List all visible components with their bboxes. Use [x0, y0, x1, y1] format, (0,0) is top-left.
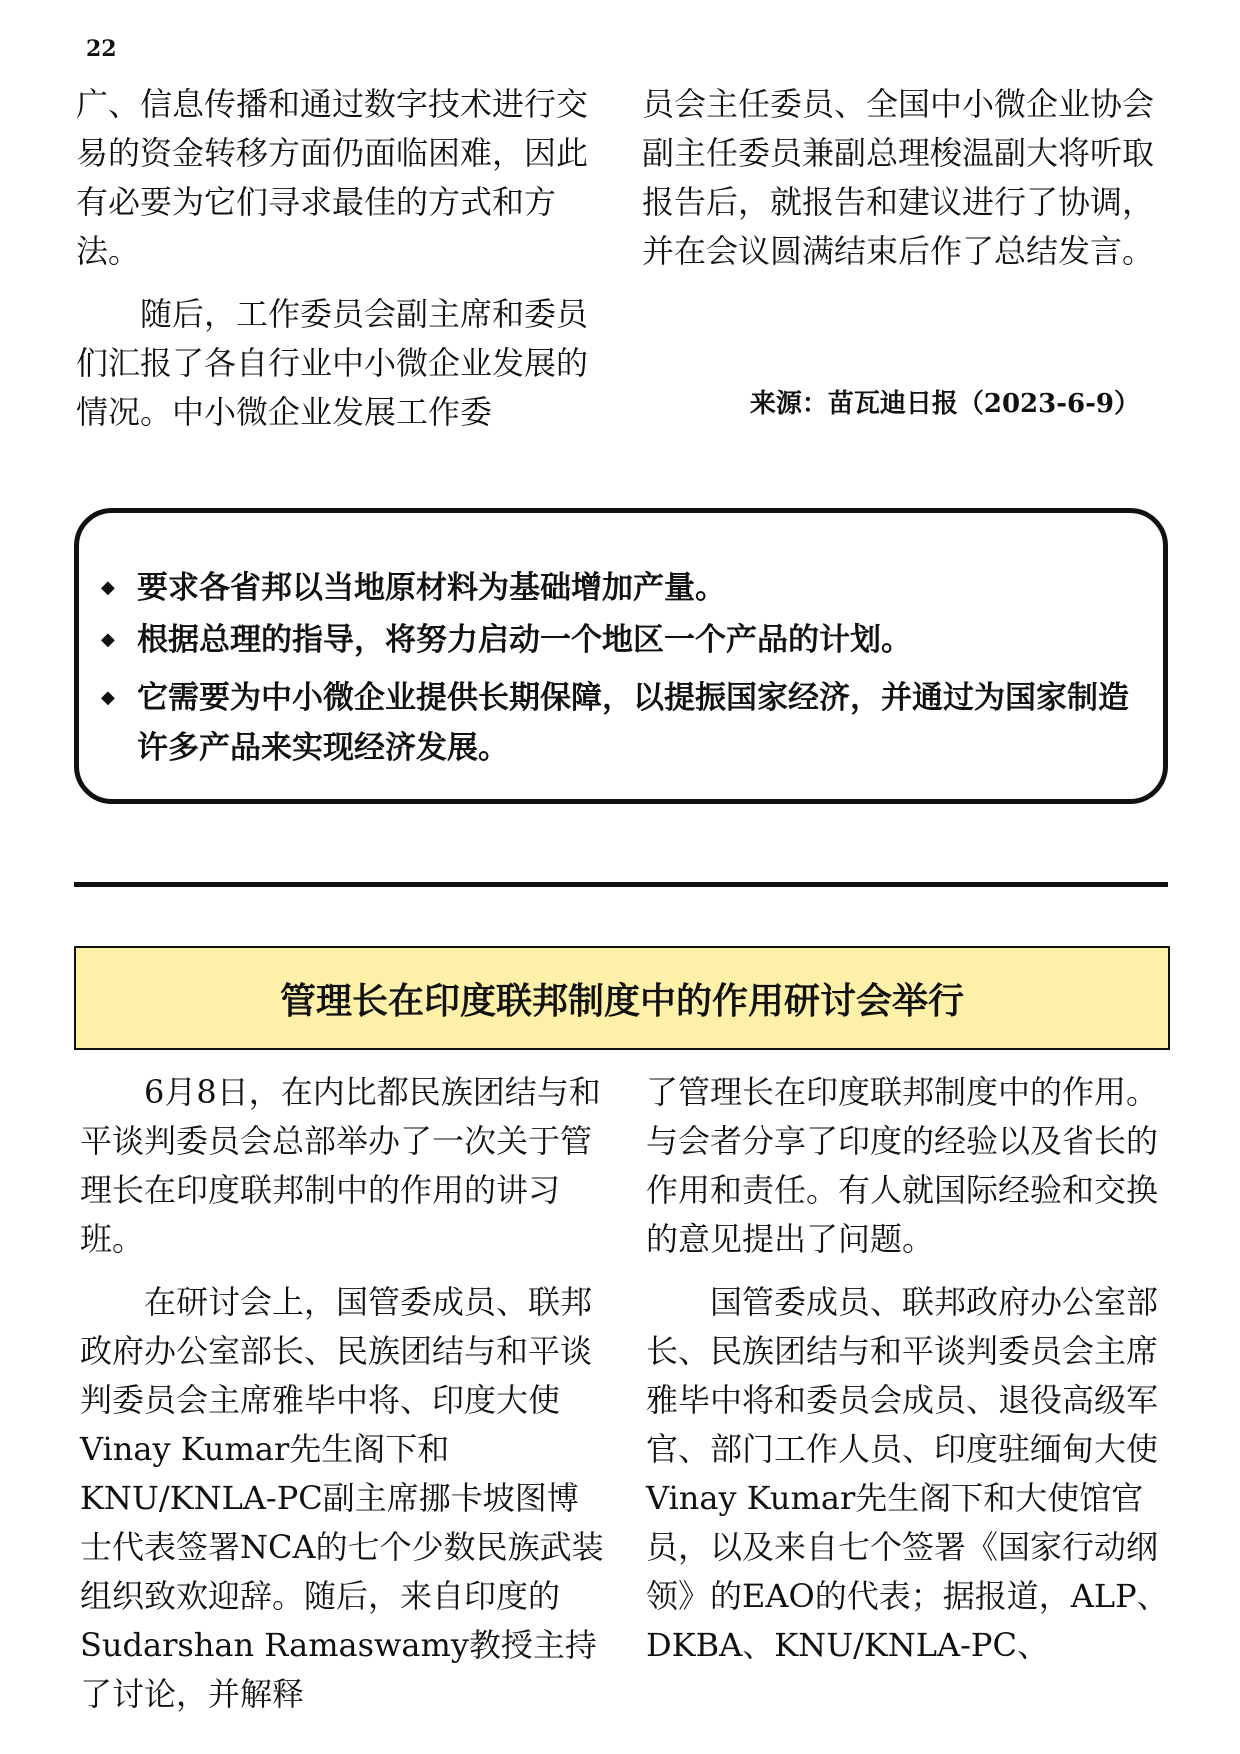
diamond-bullet-icon: ◆	[101, 687, 115, 708]
article-left-column	[80, 1068, 604, 1719]
paragraph: 员会主任委员、全国中小微企业协会副主任委员兼副总理梭温副大将听取报告后，就报告和建议进行了协调，并在会议圆满结束后作了总结发言。	[642, 85, 1155, 270]
highlight-box	[74, 508, 1168, 804]
paragraph: 随后，工作委员会副主席和委员们汇报了各自行业中小微企业发展的情况。中小微企业发展工作委	[76, 295, 589, 431]
article-title-text: 管理长在印度联邦制度中的作用研讨会举行	[279, 979, 964, 1022]
top-right-column	[642, 80, 1166, 276]
list-item: ◆ 根据总理的指导，将努力启动一个地区一个产品的计划。	[137, 615, 1143, 665]
article-right-column	[646, 1068, 1170, 1670]
section-divider	[74, 882, 1168, 887]
article-title	[74, 946, 1170, 1050]
page-number: 22	[86, 36, 117, 62]
paragraph: 6月8日，在内比都民族团结与和平谈判委员会总部举办了一次关于管理长在印度联邦制中的作用的讲习班。	[80, 1073, 601, 1258]
source-citation: 来源：苗瓦迪日报（2023-6-9）	[749, 389, 1140, 419]
top-left-column	[76, 80, 600, 437]
paragraph: 国管委成员、联邦政府办公室部长、民族团结与和平谈判委员会主席雅毕中将和委员会成员、退役高级军官、部门工作人员、印度驻缅甸大使Vinay Kumar先生阁下和大使馆官员，以及来自七个签署《国家行动纲领》的EAO的代表；据报道，ALP、DKBA、KNU/KNLA-PC、	[646, 1283, 1169, 1664]
list-item: ◆ 要求各省邦以当地原材料为基础增加产量。	[137, 563, 1143, 613]
list-item: ◆ 它需要为中小微企业提供长期保障，以提振国家经济，并通过为国家制造许多产品来实现经济发展。	[137, 673, 1143, 773]
diamond-bullet-icon: ◆	[101, 629, 115, 650]
paragraph: 了管理长在印度联邦制度中的作用。与会者分享了印度的经验以及省长的作用和责任。有人就国际经验和交换的意见提出了问题。	[646, 1073, 1159, 1258]
paragraph: 广、信息传播和通过数字技术进行交易的资金转移方面仍面临困难，因此有必要为它们寻求最佳的方式和方法。	[76, 85, 589, 270]
paragraph: 在研讨会上，国管委成员、联邦政府办公室部长、民族团结与和平谈判委员会主席雅毕中将、印度大使Vinay Kumar先生阁下和KNU/KNLA-PC副主席挪卡坡图博士代表签署NCA的七个少数民族武装组织致欢迎辞。随后，来自印度的Sudarshan Ramaswamy教授主持了讨论，并解释	[80, 1283, 604, 1713]
diamond-bullet-icon: ◆	[101, 577, 115, 598]
